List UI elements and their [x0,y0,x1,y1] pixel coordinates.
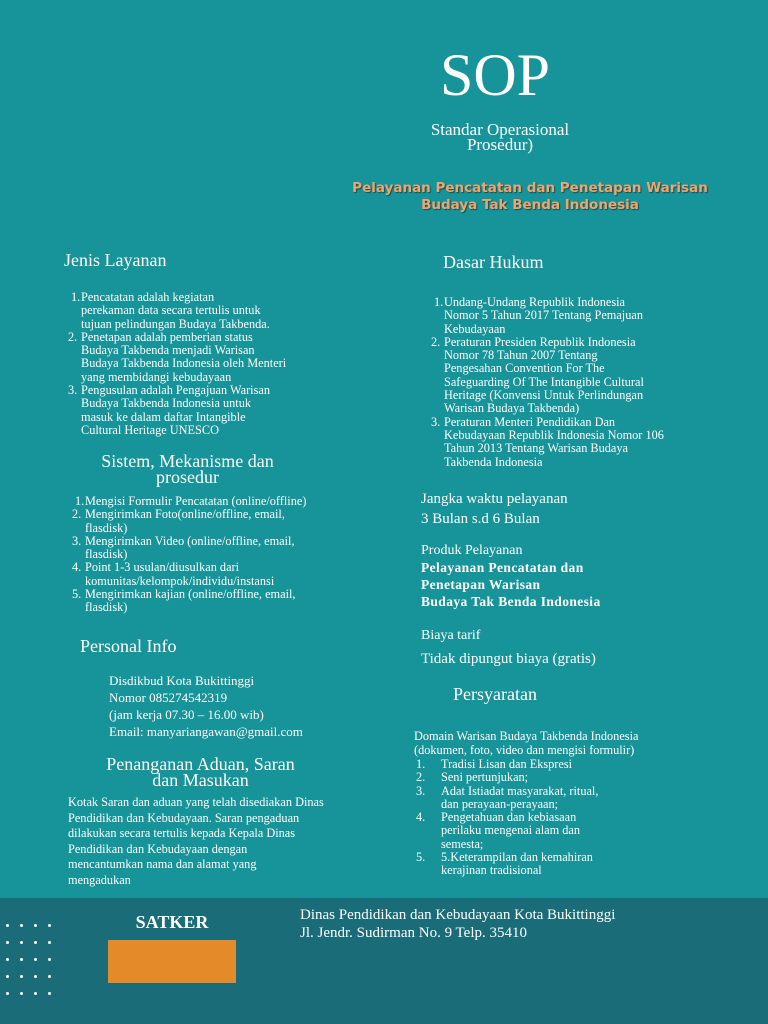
dot [20,992,23,995]
list-item-number: 3. [68,383,78,398]
dot [20,975,23,978]
dot [48,975,51,978]
list-item-number: 1. [416,757,426,771]
persyaratan-heading: Persyaratan [453,684,537,704]
list-item-number: 5. [72,587,82,602]
dot [6,958,9,961]
list-item-number: 2. [431,334,441,349]
list-item [72,535,392,562]
satker-box [108,940,236,983]
produk-value-line: Budaya Tak Benda Indonesia [421,594,601,609]
list-item [431,416,751,469]
footer-address [300,906,760,942]
list-item-line: yang membidangi kebudayaan [81,369,232,384]
list-item-line: flasdisk) [85,600,128,615]
list-item [416,771,716,784]
list-item-line: Kebudayaan Republik Indonesia Nomor 106 [444,427,664,442]
list-item-number: 1. [434,295,444,309]
dot [34,992,37,995]
footer-address-line: Dinas Pendidikan dan Kebudayaan Kota Bukittinggi [300,907,616,923]
sistem-heading [60,453,315,485]
biaya-value: Tidak dipungut biaya (gratis) [421,651,596,667]
list-item-number: 2. [72,507,82,522]
dot [34,924,37,927]
sistem-heading-line: prosedur [156,467,219,487]
list-item-line: Pencatatan adalah kegiatan [81,290,215,304]
pengaduan-line: Kotak Saran dan aduan yang telah disediakan Dinas [68,795,324,809]
dasar-hukum-heading: Dasar Hukum [443,252,544,272]
list-item-line: Adat Istiadat masyarakat, ritual, [441,783,599,798]
service-name [325,180,735,214]
service-name-line: Pelayanan Pencatatan dan Penetapan Warisan [352,180,708,196]
list-item [416,785,716,812]
list-item-number: 3. [72,533,82,548]
dot [34,958,37,961]
subtitle-line: Standar Operasional [430,120,570,139]
pengaduan-heading-line: Penanganan Aduan, Saran [106,754,295,774]
footer-address-line: Jl. Jendr. Sudirman No. 9 Telp. 35410 [300,925,527,941]
list-item-line: Heritage (Konvensi Untuk Perlindungan [444,388,644,403]
list-item [431,296,751,336]
dot [20,924,23,927]
contact-email: Email: manyariangawan@gmail.com [109,724,303,739]
jangka-waktu-label: Jangka waktu pelayanan [421,491,568,507]
page-subtitle [385,122,615,152]
list-item [68,291,368,331]
list-item-line: Kebudayaan [444,321,506,336]
list-item-number: 4. [416,810,426,825]
list-item-line: Budaya Takbenda Indonesia oleh Menteri [81,356,287,371]
list-item-line: Budaya Takbenda menjadi Warisan [81,343,255,358]
list-item-number: 2. [68,329,78,344]
list-item-line: Pengetahuan dan kebiasaan [441,810,577,825]
list-item-line: flasdisk) [85,520,128,535]
dot [6,992,9,995]
list-item-line: komunitas/kelompok/individu/instansi [85,573,275,588]
persyaratan-list [416,758,716,878]
list-item-line: Takbenda Indonesia [444,454,543,469]
list-item-line: Mengirimkan Video (online/offline, email, [85,533,295,548]
list-item-number: 3. [431,414,441,429]
subtitle-line: Prosedur) [466,135,534,154]
list-item-number: 5. [416,850,426,865]
list-item-line: Cultural Heritage UNESCO [81,422,219,437]
list-item-line: Pengesahan Convention For The [444,361,605,376]
list-item-line: dan perayaan-perayaan; [441,796,559,811]
list-item-line: semesta; [441,836,484,851]
list-item-line: Mengirimkan kajian (online/offline, email, [85,587,296,602]
list-item-number: 1. [75,494,85,508]
dot [48,992,51,995]
list-item-line: Mengisi Formulir Pencatatan (online/offline) [85,494,307,508]
list-item-line: Pengusulan adalah Pengajuan Warisan [81,383,270,398]
dot [6,975,9,978]
list-item-number: 4. [72,560,82,575]
list-item-line: Peraturan Menteri Pendidikan Dan [444,414,616,429]
list-item [72,508,392,535]
list-item [416,758,716,771]
list-item [72,495,392,508]
sistem-list [72,495,392,615]
list-item-line: perekaman data secara tertulis untuk [81,303,261,318]
produk-value-line: Pelayanan Pencatatan dan [421,560,584,575]
list-item-line: Tahun 2013 Tentang Warisan Budaya [444,441,628,456]
info-line: (jam kerja 07.30 – 16.00 wib) [109,707,264,722]
list-item-line: Peraturan Presiden Republik Indonesia [444,334,636,349]
pengaduan-heading-line: dan Masukan [152,770,249,790]
produk-label: Produk Pelayanan [421,543,523,558]
list-item-line: Mengirimkan Foto(online/offline, email, [85,507,285,522]
list-item-line: Nomor 78 Tahun 2007 Tentang [444,348,598,363]
pengaduan-line: Pendidikan dan Kebudayaan. Saran pengaduan [68,810,300,825]
list-item [68,331,368,384]
pengaduan-heading [78,756,323,788]
list-item-line: Nomor 5 Tahun 2017 Tentang Pemajuan [444,308,643,323]
list-item-line: Safeguarding Of The Intangible Cultural [444,374,644,389]
list-item-line: Budaya Takbenda Indonesia untuk [81,396,252,411]
persyaratan-intro-line: (dokumen, foto, video dan mengisi formulir) [414,743,635,757]
dot [20,941,23,944]
service-name-line: Budaya Tak Benda Indonesia [421,197,639,213]
produk-value-line: Penetapan Warisan [421,577,541,592]
biaya-label: Biaya tarif [421,628,481,643]
persyaratan-intro-line: Domain Warisan Budaya Takbenda Indonesia [414,729,639,743]
info-line: Disdikbud Kota Bukittinggi [109,673,255,688]
jangka-waktu-value: 3 Bulan s.d 6 Bulan [421,511,540,527]
list-item-line: masuk ke dalam daftar Intangible [81,409,246,424]
list-item-line: kerajinan tradisional [441,863,542,878]
personal-info-heading: Personal Info [80,636,177,656]
dot [20,958,23,961]
list-item-line: Seni pertunjukan; [441,770,529,785]
list-item-line: Penetapan adalah pemberian status [81,329,253,344]
list-item-line: Undang-Undang Republik Indonesia [444,295,626,309]
list-item [431,336,751,416]
dot [34,975,37,978]
jenis-layanan-heading: Jenis Layanan [64,250,167,270]
produk-value [421,559,601,610]
list-item [72,561,392,588]
dot [34,941,37,944]
pengaduan-line: dilakukan secara tertulis kepada Kepala Dinas [68,826,296,840]
pengaduan-text [68,795,388,888]
list-item-number: 2. [416,770,426,785]
satker-label: SATKER [135,912,209,932]
list-item-line: flasdisk) [85,547,128,562]
list-item [72,588,392,615]
list-item-line: Tradisi Lisan dan Ekspresi [441,757,573,771]
info-line: Nomor 085274542319 [109,690,228,705]
list-item-number: 1. [71,290,81,304]
pengaduan-line: mencantumkan nama dan alamat yang [68,857,257,871]
dot [48,941,51,944]
list-item-number: 3. [416,783,426,798]
list-item [68,384,368,437]
list-item-line: tujuan pelindungan Budaya Takbenda. [81,316,270,331]
dot [48,924,51,927]
list-item-line: Warisan Budaya Takbenda) [444,401,580,416]
jenis-layanan-list [68,291,368,437]
dot [6,924,9,927]
dot [48,958,51,961]
personal-info-block [109,672,303,740]
list-item-line: perilaku mengenai alam dan [441,823,580,838]
dot [6,941,9,944]
pengaduan-line: Pendidikan dan Kebudayaan dengan [68,841,248,856]
dasar-hukum-list [431,296,751,469]
persyaratan-intro [414,729,638,757]
list-item-line: Point 1-3 usulan/diusulkan dari [85,560,240,575]
sistem-heading-line: Sistem, Mekanisme dan [101,451,274,471]
list-item-line: 5.Keterampilan dan kemahiran [441,850,593,865]
dot-pattern-decoration [6,920,54,1020]
list-item [416,811,716,851]
list-item [416,851,716,878]
pengaduan-line: mengadukan [68,872,131,887]
page-title: SOP [439,42,551,108]
